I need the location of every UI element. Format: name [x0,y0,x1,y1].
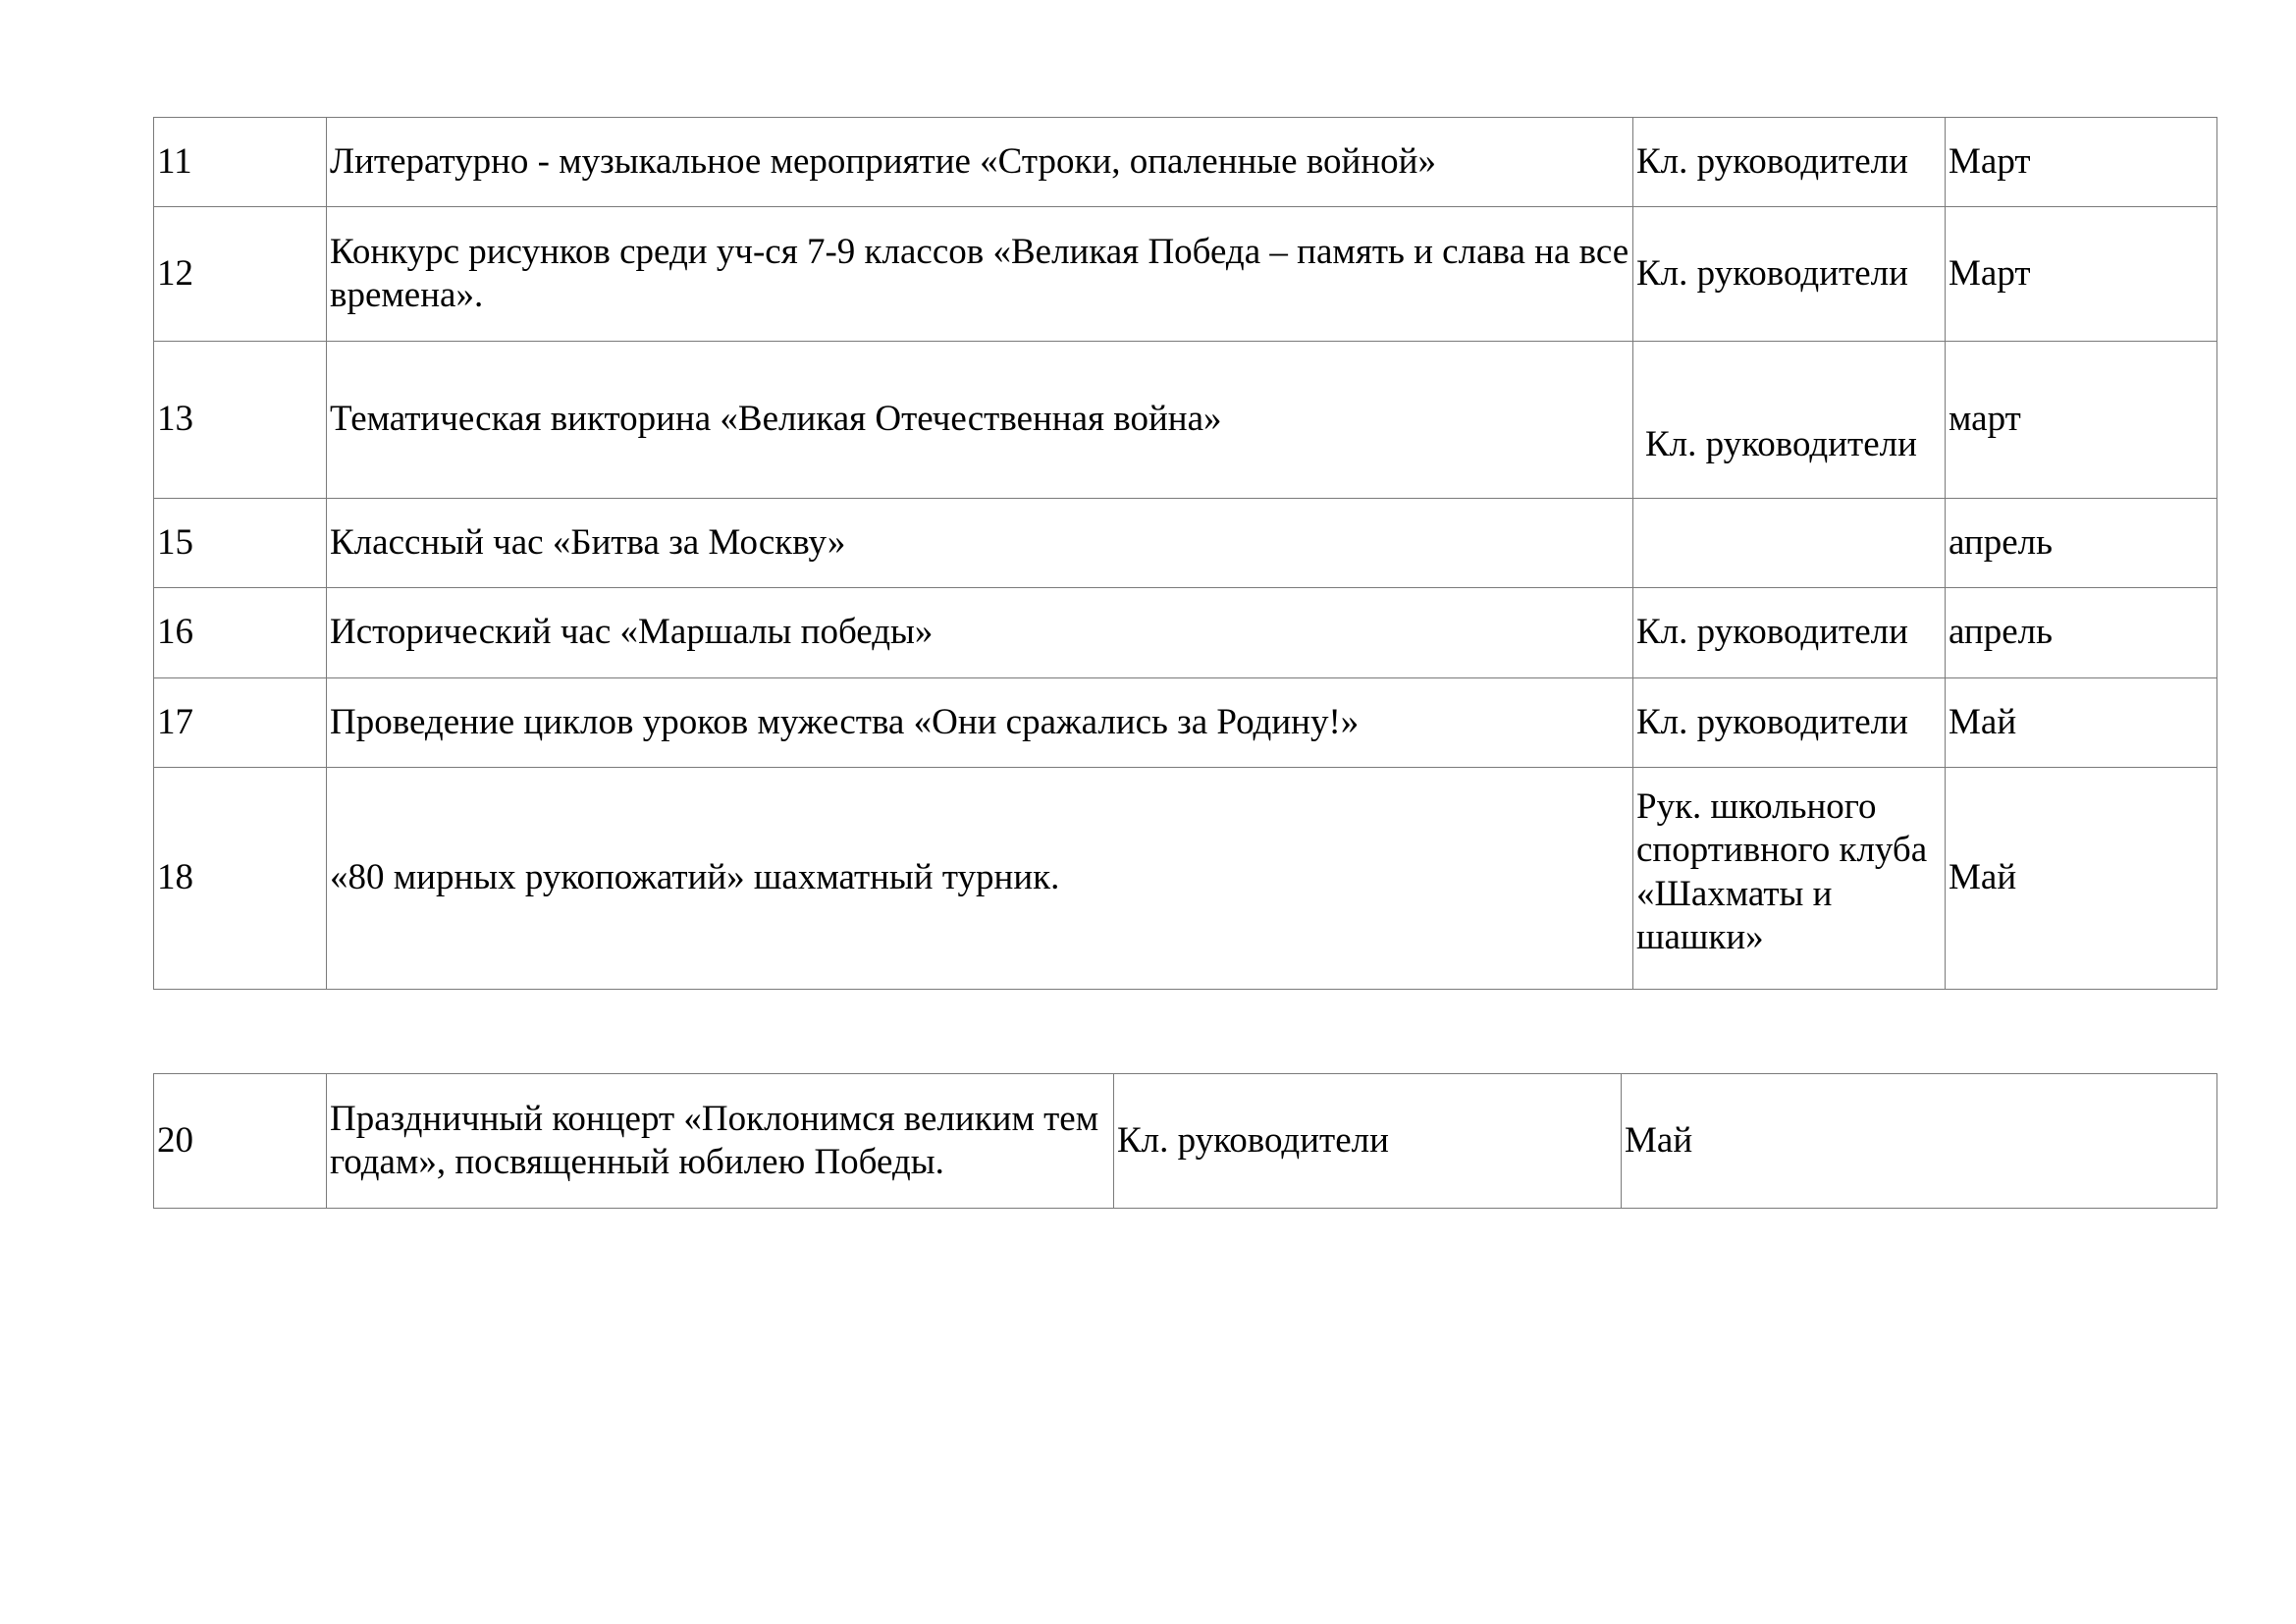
table-row [154,342,2217,499]
event-title: Литературно - музыкальное мероприятие «Строки, опаленные войной» [327,118,1633,207]
event-title: Праздничный концерт «Поклонимся великим тем годам», посвященный юбилею Победы. [327,1074,1114,1209]
row-number: 20 [154,1074,327,1209]
table-row [154,118,2217,207]
table-row [154,499,2217,588]
month: Май [1622,1074,2217,1209]
month: апрель [1946,499,2217,588]
event-title: Тематическая викторина «Великая Отечественная война» [327,342,1633,499]
table-row [154,1074,2217,1209]
row-number: 18 [154,768,327,990]
month: Май [1946,768,2217,990]
month: Март [1946,207,2217,342]
responsible [1633,499,1946,588]
table-row [154,678,2217,768]
responsible: Кл. руководители [1633,342,1946,499]
row-number: 16 [154,588,327,678]
event-title: «80 мирных рукопожатий» шахматный турник. [327,768,1633,990]
event-title: Классный час «Битва за Москву» [327,499,1633,588]
month: март [1946,342,2217,499]
row-number: 17 [154,678,327,768]
events-table-1 [153,117,2217,990]
responsible: Рук. школьного спортивного клуба «Шахматы и шашки» [1633,768,1946,990]
table-row [154,768,2217,990]
event-title: Исторический час «Маршалы победы» [327,588,1633,678]
responsible: Кл. руководители [1633,678,1946,768]
event-title: Проведение циклов уроков мужества «Они сражались за Родину!» [327,678,1633,768]
responsible: Кл. руководители [1633,207,1946,342]
month: апрель [1946,588,2217,678]
month: Май [1946,678,2217,768]
responsible: Кл. руководители [1633,118,1946,207]
table-row [154,588,2217,678]
events-table-2 [153,1073,2217,1209]
month: Март [1946,118,2217,207]
event-title: Конкурс рисунков среди уч-ся 7-9 классов «Великая Победа – память и слава на все времена». [327,207,1633,342]
responsible: Кл. руководители [1114,1074,1622,1209]
row-number: 11 [154,118,327,207]
row-number: 15 [154,499,327,588]
row-number: 12 [154,207,327,342]
table-row [154,207,2217,342]
row-number: 13 [154,342,327,499]
responsible: Кл. руководители [1633,588,1946,678]
